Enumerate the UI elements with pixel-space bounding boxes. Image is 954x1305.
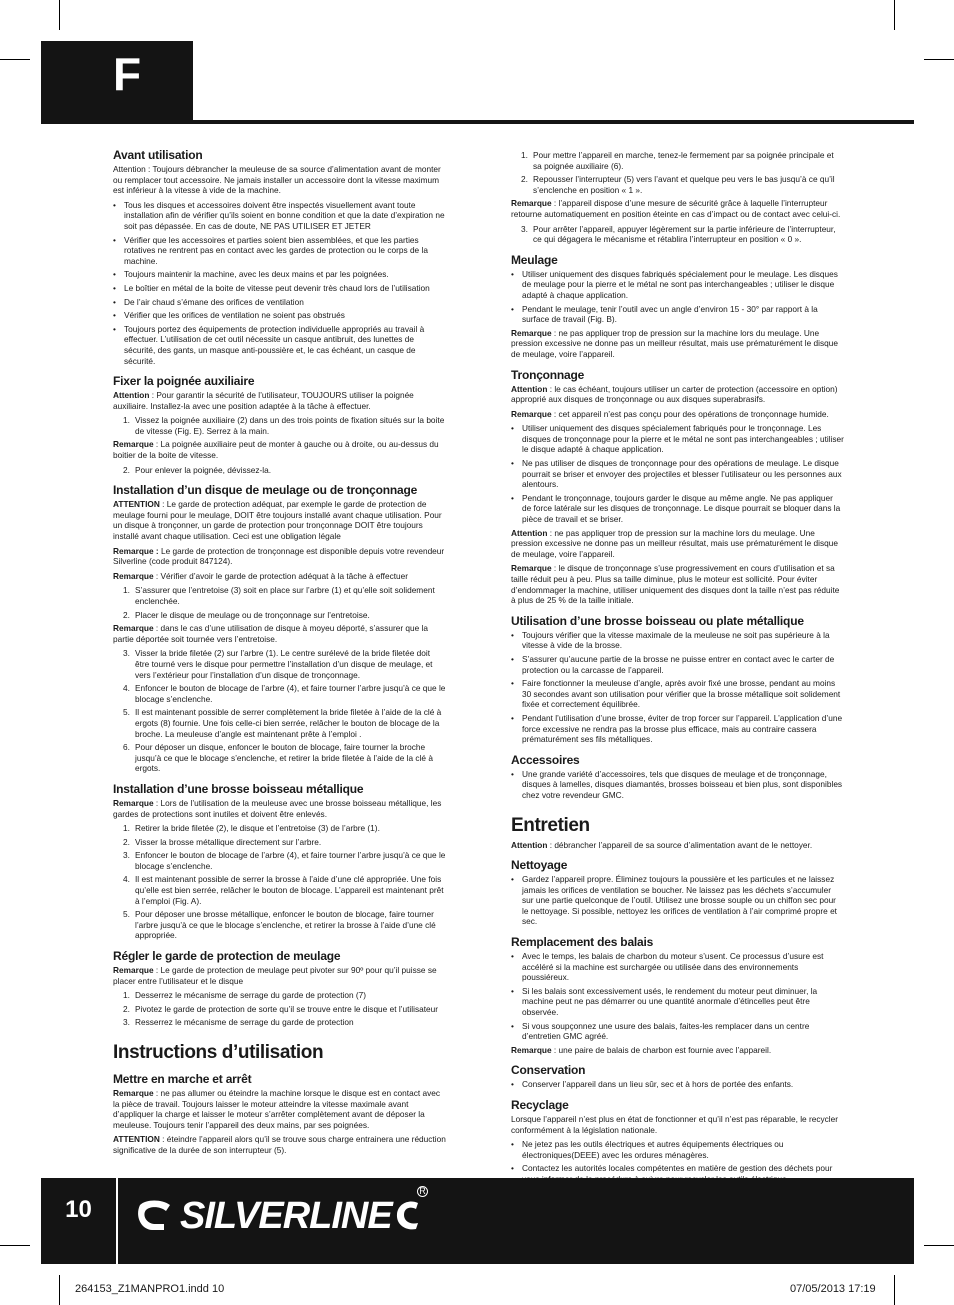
bullet-list [511, 269, 844, 325]
step-text: Il est maintenant possible de serrer la brosse à l’aide d’une clé appropriée. Une fois qu’elle est bien serrée, relâcher le bouton de blocage. L’appareil est maintenant prêt à l’emploi (Fig. A). [135, 874, 444, 906]
step-number: 1. [123, 990, 130, 1001]
numbered-step [113, 683, 446, 704]
step-number: 3. [123, 648, 130, 659]
numbered-step [113, 707, 446, 739]
note-label: ATTENTION [113, 1134, 160, 1145]
bullet-list [511, 630, 844, 745]
note-paragraph [511, 384, 844, 405]
list-item: • Si vous soupçonnez une usure des balais, faites-les remplacer dans un centre d’entretien GMC agréé. [511, 1021, 844, 1042]
list-item: • S’assurer qu’aucune partie de la brosse ne puisse entrer en contact avec le carter de protection ou la carcasse de l’appareil. [511, 654, 844, 675]
registered-mark: R [417, 1186, 428, 1197]
note-label: Remarque [511, 198, 552, 209]
numbered-list [113, 415, 446, 436]
crop-mark [0, 1245, 30, 1246]
note-paragraph [511, 198, 844, 219]
note-label: Remarque : [113, 545, 159, 556]
brand-logo [136, 1194, 422, 1238]
note-text: : une paire de balais de charbon est fournie avec l’appareil. [551, 1044, 772, 1055]
list-item: • De l’air chaud s’émane des orifices de ventilation [113, 297, 446, 308]
subsection-heading: Meulage [511, 252, 558, 267]
slug-filename: 264153_Z1MANPRO1.indd 10 [75, 1283, 225, 1295]
step-number: 4. [123, 874, 130, 885]
numbered-step [113, 823, 446, 834]
note-paragraph [113, 623, 446, 644]
numbered-step [511, 150, 844, 171]
numbered-list [113, 648, 446, 774]
step-text: Pour arrêter l’appareil, appuyer légèrement sur la partie inférieure de l’interrupteur, ce qui dégagera le mécanisme et rétablira l’interrupteur en position « 0 ». [533, 223, 836, 245]
list-item: • Une grande variété d’accessoires, tels que disques de meulage et de tronçonnage, disques à lamelles, disques diamantés, brosses boisseau et bien plus, sont disponibles chez votre revendeur GMC. [511, 769, 844, 801]
footer-divider [116, 1178, 118, 1264]
note-paragraph [113, 1134, 446, 1155]
list-item: • Tous les disques et accessoires doivent être inspectés visuellement avant toute installation afin de vérifier qu’ils soient en bonne condition et que la date d’expiration ne soit pas dépassée. En cas de doute, NE PAS UTILISER ET JETER [113, 200, 446, 232]
list-item: • Utiliser uniquement des disques spécialement fabriqués pour le tronçonnage. Les disques de tronçonnage pour la pierre et le métal ne sont pas interchangeables ; utiliser le disque adapté à chaque application. [511, 423, 844, 455]
step-number: 2. [123, 1003, 130, 1014]
header-rule [41, 120, 914, 124]
note-label: Remarque [113, 965, 154, 976]
subsection-heading: Régler le garde de protection de meulage [113, 949, 341, 964]
step-text: Enfoncer le bouton de blocage de l’arbre (4), et faire tourner l’arbre jusqu’à ce que le blocage s’enclenche. [135, 850, 446, 871]
numbered-step [113, 610, 446, 621]
subsection-heading: Fixer la poignée auxiliaire [113, 374, 255, 389]
note-label: Remarque [511, 1044, 552, 1055]
crop-mark [59, 0, 60, 30]
note-paragraph [511, 840, 844, 851]
note-text: : débrancher l’appareil de sa source d’alimentation avant de le nettoyer. [547, 839, 813, 850]
step-text: Il est maintenant possible de serrer complètement la bride filetée à l’aide de la clé à ergots (8) fournie. Une fois celle-ci bien serrée, relâcher le bouton de blocage de la broche. La meuleuse d’angle est maintenant prête à l’emploi . [135, 707, 442, 739]
note-label: Remarque [113, 439, 154, 450]
crop-mark [894, 0, 895, 30]
note-paragraph [113, 965, 446, 986]
note-text: : ne pas appliquer trop de pression sur la machine lors du meulage. Une pression excessive ne donne pas un meilleur résultat, mais use prématurément le disque de meulage, voire l’appareil. [511, 527, 838, 559]
note-paragraph [511, 1045, 844, 1056]
bullet-list [113, 200, 446, 366]
note-text: : Vérifier d’avoir le garde de protection adéquat à la tâche à effectuer [153, 570, 409, 581]
numbered-list [113, 823, 446, 941]
step-text: Pour déposer une brosse métallique, enfoncer le bouton de blocage, faire tourner l’arbre jusqu’à ce que le blocage s’enclenche, et retirer la brosse à l’aide d’une clé appropriée. [135, 909, 436, 941]
note-text: : ne pas appliquer trop de pression sur la machine lors du meulage. Une pression excessive ne donne pas un meilleur résultat, mais use prématurément le disque de meulage, voire l’appareil. [511, 327, 838, 359]
crop-mark [0, 59, 30, 60]
list-item: • Avec le temps, les balais de charbon du moteur s’usent. Ce processus d’usure est accéléré si la machine est surchargée ou utilisée dans des environnements poussiéreux. [511, 951, 844, 983]
note-text: : le disque de tronçonnage s’use progressivement en cours d’utilisation et sa taille réduit peu à peu. Plus sa taille diminue, plus le moteur est sollicité. Pour éviter d’endommager la machine, utiliser uniquement des disques dont la taille n’est pas réduite à plus de 25 % de la taille initiale. [511, 563, 840, 606]
step-text: Pour mettre l’appareil en marche, tenez-le fermement par sa poignée principale et sa poignée auxiliaire (6). [533, 150, 834, 171]
footer-bar [41, 1178, 914, 1264]
list-item: • Toujours maintenir la machine, avec les deux mains et par les poignées. [113, 269, 446, 280]
spanner-end-icon [394, 1197, 422, 1235]
numbered-list [511, 224, 844, 245]
note-label: Attention [511, 383, 548, 394]
section-heading: Entretien [511, 814, 590, 836]
list-item: • Vérifier que les accessoires et parties soient bien assemblées, et que les parties rotatives ne rentrent pas en contact avec les gardes de protection ou le corps de la machine. [113, 235, 446, 267]
step-text: Pour déposer un disque, enfoncer le bouton de blocage, faire tourner la broche jusqu’à ce que le blocage s’enclenche, et retirer la bride filetée à l’aide de la clé à ergots. [135, 742, 433, 774]
step-text: Resserrez le mécanisme de serrage du garde de protection [135, 1017, 354, 1028]
subsection-heading: Installation d’un disque de meulage ou de tronçonnage [113, 483, 418, 498]
list-item: • Pendant le meulage, tenir l’outil avec un angle d’environ 15 - 30° par rapport à la surface de travail (Fig. B). [511, 304, 844, 325]
numbered-step [511, 174, 844, 195]
step-number: 2. [123, 836, 130, 847]
step-text: Vissez la poignée auxiliaire (2) dans un des trois points de fixation situés sur la boite de vitesse (Fig. E). Serrez à la main. [135, 415, 445, 436]
step-text: Retirer la bride filetée (2), le disque et l’entretoise (3) de l’arbre (1). [135, 823, 380, 834]
note-text: Le garde de protection de tronçonnage est disponible depuis votre revendeur Silverline (code produit 847124). [113, 545, 445, 567]
note-paragraph [511, 563, 844, 605]
section-letter: F [113, 48, 142, 100]
numbered-step [113, 742, 446, 774]
list-item: • Faire fonctionner la meuleuse d’angle, après avoir fixé une brosse, pendant au moins 30 secondes avant son utilisation pour vérifier que la brosse métallique soit solidement fixée et correctement équilibrée. [511, 678, 844, 710]
note-paragraph [511, 328, 844, 360]
note-label: Remarque [113, 1088, 154, 1098]
bullet-list [511, 874, 844, 927]
left-column [113, 148, 446, 1160]
note-label: Remarque [113, 797, 154, 808]
crop-mark [924, 59, 954, 60]
note-text: : Pour garantir la sécurité de l’utilisateur, TOUJOURS utiliser la poignée auxiliaire. Installez-la avec une position adaptée à la tâche à effectuer. [113, 390, 414, 411]
numbered-step [113, 465, 446, 476]
note-label: Attention [511, 527, 548, 538]
bullet-list [511, 951, 844, 1042]
list-item: • Si les balais sont excessivement usés, le rendement du moteur peut diminuer, la machine peut ne pas démarrer ou une quantité anormale d’étincelles peut être observée. [511, 986, 844, 1018]
note-paragraph [113, 546, 446, 567]
list-item: • Utiliser uniquement des disques fabriqués spécialement pour le meulage. Les disques de meulage pour la pierre et le métal ne sont pas interchangeables ; utiliser le disque adapté à chaque application. [511, 269, 844, 301]
crop-mark [894, 1275, 895, 1305]
subsection-heading: Tronçonnage [511, 367, 585, 382]
note-paragraph [511, 409, 844, 420]
subsection-heading: Installation d’une brosse boisseau métallique [113, 781, 364, 796]
slug-date: 07/05/2013 17:19 [790, 1283, 876, 1295]
subsection-heading: Accessoires [511, 752, 580, 767]
list-item: • Ne pas utiliser de disques de tronçonnage pour des opérations de meulage. Le disque pourrait se briser et envoyer des projectiles et blesser l’utilisateur ou les personnes aux alentours. [511, 458, 844, 490]
list-item: • Ne jetez pas les outils électriques et autres équipements électriques ou électroniques(DEEE) avec les ordures ménagères. [511, 1139, 844, 1160]
note-paragraph [113, 499, 446, 541]
numbered-step [113, 648, 446, 680]
list-item: • Pendant le tronçonnage, toujours garder le disque au même angle. Ne pas appliquer de force latérale sur les disques de tronçonnage. Le disque pourrait se bloquer dans la pièce de travail et se briser. [511, 493, 844, 525]
numbered-step [113, 850, 446, 871]
numbered-list [511, 150, 844, 195]
list-item: • Pendant l’utilisation d’une brosse, éviter de trop forcer sur l’appareil. L’application d’une force excessive ne rendra pas la brosse plus efficace, mais au contraire cassera prématurément ses fils métalliques. [511, 713, 844, 745]
note-text: : Le garde de protection de meulage peut pivoter sur 90º pour qu’il puisse se placer entre l’utilisateur et le disque [113, 965, 437, 986]
subsection-heading: Utilisation d’une brosse boisseau ou plate métallique [511, 613, 804, 628]
step-number: 4. [123, 683, 130, 694]
numbered-step [113, 874, 446, 906]
list-item: • Toujours vérifier que la vitesse maximale de la meuleuse ne soit pas supérieure à la vitesse à vide de la brosse. [511, 630, 844, 651]
right-column [511, 150, 844, 1188]
step-text: Pivotez le garde de protection de sorte qu’il se trouve entre le disque et l’utilisateur [135, 1003, 439, 1014]
step-number: 2. [521, 174, 528, 185]
numbered-step [113, 909, 446, 941]
note-label: Attention [511, 839, 548, 850]
subsection-heading: Mettre en marche et arrêt [113, 1072, 252, 1086]
step-number: 3. [123, 1017, 130, 1028]
note-text: : La poignée auxiliaire peut de monter à gauche ou à droite, ou au-dessus du boitier de la boite de vitesse. [113, 439, 439, 461]
paragraph: Lorsque l’appareil n’est plus en état de fonctionner et qu’il n’est pas réparable, le recycler conformément à la législation nationale. [511, 1114, 838, 1135]
note-paragraph [113, 798, 446, 819]
brand-name: SILVERLINE [180, 1195, 392, 1237]
note-label: ATTENTION [113, 499, 160, 510]
section-heading: Instructions d’utilisation [113, 1042, 324, 1063]
step-number: 5. [123, 707, 130, 718]
section-tab [41, 41, 193, 123]
note-text: : ne pas allumer ou éteindre la machine lorsque le disque est en contact avec la pièce de travail. Toujours laisser le moteur atteindre la vitesse maximale avant d’appliquer la charge et laisser le moteur s’arrêter complètement avant de déposer la meuleuse. Toujours tenir l’appareil des deux mains, par ses poignées. [113, 1088, 440, 1130]
step-number: 6. [123, 742, 130, 753]
numbered-list [113, 990, 446, 1028]
crop-mark [59, 1275, 60, 1305]
note-label: Remarque [511, 408, 552, 419]
note-paragraph [511, 528, 844, 560]
step-text: S’assurer que l’entretoise (3) soit en place sur l’arbre (1) et qu’elle soit solidement enclenchée. [135, 585, 435, 606]
note-label: Remarque [113, 570, 154, 581]
note-text: : cet appareil n’est pas conçu pour des opérations de tronçonnage humide. [551, 408, 829, 419]
spanner-logo-icon [136, 1197, 176, 1235]
numbered-step [113, 990, 446, 1001]
note-text: : l’appareil dispose d’une mesure de sécurité grâce à laquelle l’interrupteur retourne automatiquement en position éteinte en cas d’impact ou de contact avec celui-ci. [511, 198, 841, 219]
numbered-step [113, 1004, 446, 1015]
step-text: Visser la brosse métallique directement sur l’arbre. [135, 836, 322, 847]
step-text: Desserrez le mécanisme de serrage du garde de protection (7) [135, 990, 367, 1001]
note-label: Attention [113, 390, 150, 401]
list-item: • Toujours portez des équipements de protection individuelle appropriés au travail à effectuer. L’utilisation de cet outil nécessite un casque antibruit, des lunettes de sécurité, des gants, un masque anti-poussière et, le cas échéant, un casque de sécurité. [113, 324, 446, 366]
numbered-step [113, 415, 446, 436]
numbered-list [113, 465, 446, 476]
step-number: 1. [521, 150, 528, 160]
crop-mark [924, 1245, 954, 1246]
note-text: : dans le cas d’une utilisation de disque à moyeu déporté, s’assurer que la partie déportée soit tournée vers l’entretoise. [113, 623, 429, 644]
numbered-list [113, 585, 446, 620]
list-item: • Conserver l’appareil dans un lieu sûr, sec et à hors de portée des enfants. [511, 1079, 844, 1090]
step-number: 5. [123, 909, 130, 920]
step-text: Visser la bride filetée (2) sur l’arbre (1). Le centre surélevé de la bride filetée doit être tourné vers le disque pour permettre l’installation d’un disque de meulage, et vers l’extérieur pour l’installation d’un disque de tronçonnage. [135, 648, 433, 680]
list-item: • Gardez l’appareil propre. Éliminez toujours la poussière et les particules et ne laissez jamais les orifices de ventilation se boucher. Ne laissez pas les déchets s’accumuler sur une partie quelconque de l’outil. Utilisez une brosse souple ou un chiffon sec pour le nettoyage. Si possible, nettoyez les orifices de ventilation à l’air comprimé propre et sec. [511, 874, 844, 927]
subsection-heading: Nettoyage [511, 858, 568, 873]
note-paragraph [113, 1088, 446, 1130]
page-number: 10 [65, 1196, 92, 1223]
numbered-step [113, 585, 446, 606]
bullet-list [511, 423, 844, 524]
list-item: • Le boîtier en métal de la boite de vitesse peut devenir très chaud lors de l’utilisation [113, 283, 446, 294]
list-item: • Vérifier que les orifices de ventilation ne soient pas obstrués [113, 310, 446, 321]
note-paragraph [113, 439, 446, 460]
subsection-heading: Remplacement des balais [511, 935, 654, 950]
step-number: 1. [123, 585, 130, 596]
step-text: Repousser l’interrupteur (5) vers l’avant et quelque peu vers le bas jusqu’à ce qu’il s’enclenche en position « 1 ». [533, 174, 835, 195]
step-number: 1. [123, 823, 130, 834]
numbered-step [113, 1017, 446, 1028]
numbered-step [511, 224, 844, 245]
step-number: 2. [123, 464, 130, 475]
bullet-list [511, 1079, 844, 1090]
note-paragraph [113, 571, 446, 582]
step-text: Pour enlever la poignée, dévissez-la. [135, 464, 272, 475]
note-text: : Lors de l’utilisation de la meuleuse avec une brosse boisseau métallique, les gardes de protections sont inutiles et doivent être enlevés. [113, 797, 442, 819]
bullet-list [511, 769, 844, 801]
list-item: • Contactez les autorités locales compétentes en matière de gestion des déchets pour [511, 1163, 844, 1184]
note-label: Remarque [113, 623, 154, 634]
subsection-heading: Conservation [511, 1063, 586, 1078]
subsection-heading: Avant utilisation [113, 148, 203, 162]
note-label: Remarque [511, 327, 552, 338]
step-text: Enfoncer le bouton de blocage de l’arbre (4), et faire tourner l’arbre jusqu’à ce que le blocage s’enclenche. [135, 683, 446, 704]
note-text: : Le garde de protection adéquat, par exemple le garde de protection de meulage fourni pour le meulage, DOIT être toujours installé avant chaque utilisation. Pour un disque à tronçonner, un garde de protection pour tronçonnage DOIT être toujours installé avant chaque utilisation. Ceci est une obligation légale [113, 499, 442, 542]
step-number: 2. [123, 609, 130, 620]
note-text: : éteindre l’appareil alors qu’il se trouve sous charge entrainera une réduction significative de la durée de son interrupteur (5). [113, 1134, 446, 1155]
step-number: 3. [521, 223, 528, 234]
subsection-heading: Recyclage [511, 1098, 569, 1112]
step-number: 1. [123, 415, 130, 426]
note-paragraph [113, 390, 446, 411]
note-label: Remarque [511, 563, 552, 574]
paragraph: Attention : Toujours débrancher la meuleuse de sa source d’alimentation avant de monter ou remplacer tout accessoire. Ne jamais installer un accessoire dont la vitesse maximum est inférieur à la vitesse à vide de la machine. [113, 164, 441, 196]
step-number: 3. [123, 850, 130, 861]
step-text: Placer le disque de meulage ou de tronçonnage sur l’entretoise. [135, 609, 370, 620]
numbered-step [113, 837, 446, 848]
note-text: : le cas échéant, toujours utiliser un carter de protection (accessoire en option) approprié aux disques de tronçonnage ou aux disques superabrasifs. [511, 383, 838, 405]
